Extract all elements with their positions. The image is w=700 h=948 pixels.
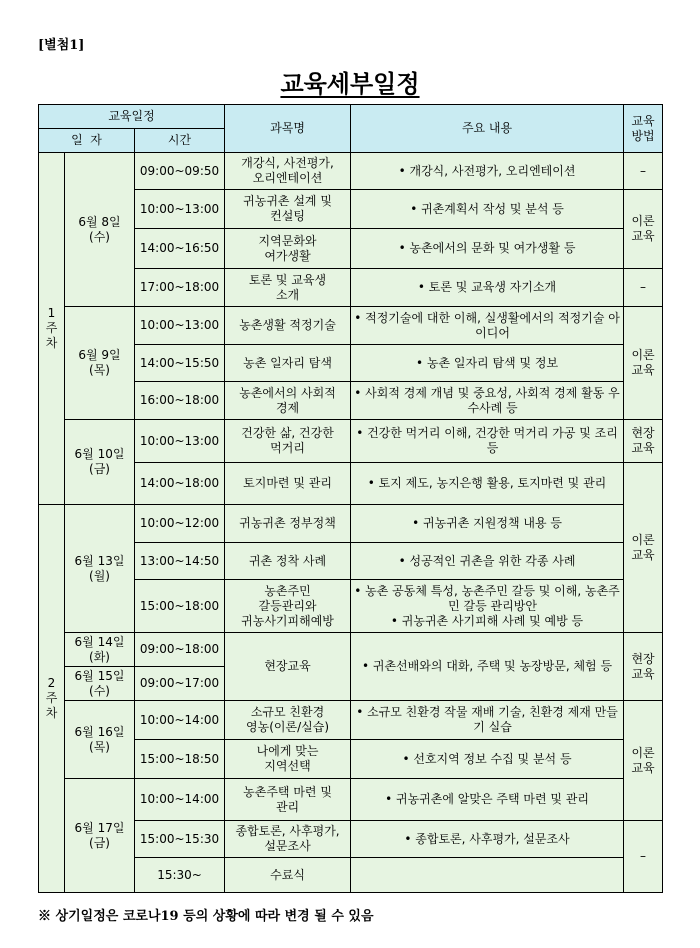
time-cell: 17:00~18:00	[135, 269, 225, 307]
page-title-text: 교육세부일정	[280, 70, 420, 98]
subject-cell	[225, 190, 351, 229]
subject-line: 나에게 맞는	[256, 744, 319, 758]
weekday-label: (목)	[89, 363, 110, 377]
header-time: 시간	[135, 129, 225, 153]
weekday-label: (금)	[89, 462, 110, 476]
subject-cell	[225, 633, 351, 701]
weekday-label: (금)	[89, 835, 110, 850]
date-cell	[65, 307, 135, 420]
subject-line: 토지마련 및 관리	[243, 476, 332, 490]
content-cell	[351, 420, 624, 463]
method-line: 이론	[631, 214, 655, 228]
content-cell	[351, 821, 624, 858]
table-row	[39, 633, 663, 667]
content-line: • 토지 제도, 농지은행 활용, 토지마련 및 관리	[367, 476, 607, 490]
content-line: • 소규모 친환경 작물 재배 기술, 친환경 제재 만들기 실습	[356, 705, 618, 734]
method-line: 교육	[631, 666, 655, 681]
method-line: 현장	[631, 651, 655, 666]
subject-line: 귀농귀촌 설계 및	[243, 194, 332, 208]
subject-line: 농촌주택 마련 및	[243, 784, 332, 799]
subject-line: 농촌 일자리 탐색	[243, 355, 332, 370]
content-line: • 귀농귀촌 지원정책 내용 등	[412, 516, 562, 530]
date-cell	[65, 633, 135, 667]
method-cell	[624, 307, 663, 420]
subject-cell	[225, 153, 351, 190]
attachment-label: [별첨1]	[38, 38, 85, 53]
header-schedule: 교육일정	[39, 105, 225, 129]
time-cell: 14:00~16:50	[135, 229, 225, 269]
content-cell	[351, 153, 624, 190]
subject-cell	[225, 779, 351, 821]
subject-line: 귀촌 정착 사례	[248, 553, 327, 568]
content-cell	[351, 858, 624, 893]
table-row	[39, 307, 663, 345]
content-line: • 귀촌계획서 작성 및 분석 등	[410, 201, 564, 216]
content-line: • 건강한 먹거리 이해, 건강한 먹거리 가공 및 조리 등	[356, 426, 618, 455]
date-label: 6월 13일	[74, 553, 125, 568]
time-cell: 10:00~12:00	[135, 505, 225, 543]
content-line: • 성공적인 귀촌을 위한 각종 사례	[398, 553, 576, 568]
method-line: 현장	[631, 426, 655, 440]
date-label: 6월 14일	[74, 634, 125, 649]
footnote: ※ 상기일정은 코로나19 등의 상황에 따라 변경 될 수 있음	[38, 909, 374, 924]
table-row	[39, 153, 663, 190]
content-line: • 농촌 공동체 특성, 농촌주민 갈등 및 이해, 농촌주민 갈등 관리방안	[354, 583, 620, 613]
method-cell	[624, 420, 663, 463]
subject-line: 수료식	[270, 867, 305, 882]
subject-line: 귀농사기피해예방	[241, 613, 334, 628]
weekday-label: (수)	[89, 683, 110, 698]
subject-cell	[225, 701, 351, 740]
subject-line: 갈등관리와	[258, 598, 317, 613]
content-line: • 선호지역 정보 수집 및 분석 등	[402, 751, 572, 766]
content-line: • 귀농귀촌 사기피해 사례 및 예방 등	[390, 613, 584, 628]
method-cell	[624, 269, 663, 307]
week-label: 주	[45, 691, 58, 705]
subject-line: 설문조사	[264, 839, 311, 853]
content-line: • 귀농귀촌에 알맞은 주택 마련 및 관리	[385, 792, 589, 806]
subject-line: 종합토론, 사후평가,	[235, 824, 340, 838]
subject-cell	[225, 821, 351, 858]
time-cell: 13:00~14:50	[135, 543, 225, 580]
content-cell	[351, 701, 624, 740]
week-label: 주	[45, 321, 58, 335]
date-cell	[65, 701, 135, 779]
content-cell	[351, 633, 624, 701]
content-line: • 토론 및 교육생 자기소개	[417, 280, 557, 294]
content-cell	[351, 505, 624, 543]
date-cell	[65, 667, 135, 701]
subject-cell	[225, 463, 351, 505]
method-line: –	[640, 280, 647, 294]
week-label: 1	[47, 306, 56, 320]
content-cell	[351, 543, 624, 580]
content-line: • 종합토론, 사후평가, 설문조사	[404, 831, 570, 846]
subject-cell	[225, 580, 351, 633]
method-cell	[624, 463, 663, 633]
weekday-label: (월)	[89, 568, 110, 583]
time-cell: 14:00~15:50	[135, 345, 225, 382]
time-cell: 15:30~	[135, 858, 225, 893]
header-date: 일 자	[39, 129, 135, 153]
time-cell: 15:00~18:00	[135, 580, 225, 633]
method-cell	[624, 190, 663, 269]
time-cell: 14:00~18:00	[135, 463, 225, 505]
week-2-cell	[39, 505, 65, 893]
header-method-line: 방법	[631, 128, 655, 143]
subject-line: 오리엔테이션	[252, 171, 323, 185]
subject-line: 개강식, 사전평가,	[241, 156, 334, 170]
method-line: 교육	[631, 441, 655, 455]
date-label: 6월 10일	[74, 447, 125, 461]
method-line: –	[640, 849, 647, 863]
table-row	[39, 779, 663, 821]
subject-cell	[225, 382, 351, 420]
method-line: 이론	[631, 348, 655, 362]
content-line: • 농촌에서의 문화 및 여가생활 등	[398, 241, 576, 255]
table-row	[39, 420, 663, 463]
method-cell	[624, 153, 663, 190]
date-cell	[65, 153, 135, 307]
content-cell	[351, 382, 624, 420]
method-line: –	[640, 163, 647, 178]
subject-line: 소개	[275, 287, 300, 302]
date-label: 6월 17일	[74, 820, 125, 835]
date-label: 6월 8일	[78, 214, 121, 229]
content-line: • 사회적 경제 개념 및 중요성, 사회적 경제 활동 우수사례 등	[354, 385, 620, 415]
table-row	[39, 505, 663, 543]
subject-cell	[225, 505, 351, 543]
content-cell	[351, 580, 624, 633]
subject-line: 컨설팅	[270, 209, 305, 223]
subject-cell	[225, 229, 351, 269]
subject-line: 소규모 친환경	[250, 705, 325, 719]
content-cell	[351, 740, 624, 779]
subject-cell	[225, 740, 351, 779]
table-row	[39, 701, 663, 740]
method-line: 교육	[631, 760, 655, 775]
week-1-cell	[39, 153, 65, 505]
time-cell: 16:00~18:00	[135, 382, 225, 420]
subject-line: 건강한 삶, 건강한	[241, 426, 334, 440]
method-line: 이론	[631, 745, 655, 760]
weekday-label: (수)	[89, 229, 110, 244]
time-cell: 10:00~13:00	[135, 307, 225, 345]
method-cell	[624, 701, 663, 821]
date-label: 6월 15일	[74, 668, 125, 683]
weekday-label: (화)	[89, 649, 110, 664]
header-content: 주요 내용	[351, 105, 624, 153]
subject-line: 여가생활	[264, 248, 311, 263]
subject-line: 먹거리	[270, 441, 305, 455]
time-cell: 10:00~14:00	[135, 779, 225, 821]
subject-line: 관리	[275, 799, 300, 814]
content-cell	[351, 345, 624, 382]
date-cell	[65, 779, 135, 893]
subject-cell	[225, 269, 351, 307]
schedule-table	[38, 104, 663, 893]
subject-cell	[225, 858, 351, 893]
method-line: 이론	[631, 532, 655, 547]
date-label: 6월 9일	[78, 348, 121, 362]
subject-cell	[225, 345, 351, 382]
subject-line: 영농(이론/실습)	[246, 720, 330, 734]
method-cell	[624, 633, 663, 701]
content-cell	[351, 307, 624, 345]
time-cell: 09:00~09:50	[135, 153, 225, 190]
method-line: 교육	[631, 547, 655, 562]
time-cell: 10:00~13:00	[135, 420, 225, 463]
subject-line: 토론 및 교육생	[248, 272, 327, 287]
page-title	[0, 64, 700, 99]
subject-line: 귀농귀촌 정부정책	[239, 516, 336, 530]
method-cell	[624, 821, 663, 893]
method-line: 교육	[631, 363, 655, 377]
week-label: 차	[45, 336, 58, 350]
subject-line: 경제	[275, 400, 300, 415]
weekday-label: (목)	[89, 739, 110, 754]
subject-line: 농촌주민	[264, 583, 311, 598]
content-cell	[351, 269, 624, 307]
week-label: 2	[47, 676, 56, 690]
time-cell: 09:00~17:00	[135, 667, 225, 701]
week-label: 차	[45, 706, 58, 720]
subject-line: 현장교육	[264, 659, 311, 673]
content-line: • 귀촌선배와의 대화, 주택 및 농장방문, 체험 등	[361, 659, 613, 673]
content-line: • 적정기술에 대한 이해, 실생활에서의 적정기술 아이디어	[354, 310, 620, 340]
subject-cell	[225, 307, 351, 345]
header-subject: 과목명	[225, 105, 351, 153]
date-label: 6월 16일	[74, 724, 125, 739]
content-cell	[351, 463, 624, 505]
method-line: 교육	[631, 229, 655, 243]
date-cell	[65, 420, 135, 505]
content-cell	[351, 190, 624, 229]
time-cell: 10:00~14:00	[135, 701, 225, 740]
subject-line: 농촌생활 적정기술	[239, 318, 336, 332]
time-cell: 15:00~15:30	[135, 821, 225, 858]
content-cell	[351, 779, 624, 821]
subject-cell	[225, 420, 351, 463]
content-line: • 농촌 일자리 탐색 및 정보	[415, 355, 559, 370]
subject-line: 지역문화와	[258, 233, 317, 248]
content-cell	[351, 229, 624, 269]
date-cell	[65, 505, 135, 633]
subject-line: 농촌에서의 사회적	[239, 385, 336, 400]
header-method	[624, 105, 663, 153]
time-cell: 15:00~18:50	[135, 740, 225, 779]
subject-cell	[225, 543, 351, 580]
header-method-line: 교육	[631, 113, 655, 128]
time-cell: 10:00~13:00	[135, 190, 225, 229]
content-line: • 개강식, 사전평가, 오리엔테이션	[398, 163, 576, 178]
time-cell: 09:00~18:00	[135, 633, 225, 667]
subject-line: 지역선택	[264, 759, 311, 773]
